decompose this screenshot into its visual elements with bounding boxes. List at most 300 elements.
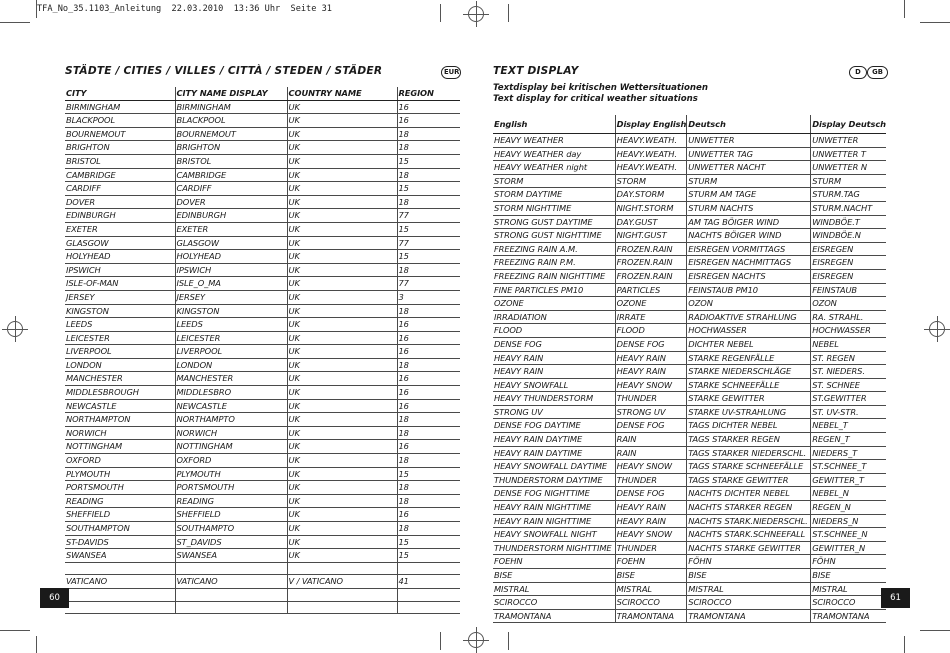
table-cell: LONDON: [175, 358, 287, 372]
table-cell: MANCHESTER: [65, 372, 175, 386]
table-cell: UK: [287, 399, 397, 413]
table-cell: 18: [397, 522, 460, 536]
table-row: [65, 222, 460, 236]
table-row: [493, 161, 886, 175]
table-cell: CAMBRIDGE: [175, 168, 287, 182]
table-cell: [65, 562, 175, 575]
table-cell: [287, 588, 397, 601]
table-cell: MISTRAL: [811, 582, 886, 596]
table-cell: HOLYHEAD: [65, 250, 175, 264]
table-row: [65, 601, 460, 614]
table-row: [65, 522, 460, 536]
table-cell: HEAVY SNOW: [615, 378, 687, 392]
table-row: [493, 501, 886, 515]
table-cell: UK: [287, 481, 397, 495]
table-cell: UK: [287, 331, 397, 345]
table-cell: STRONG GUST NIGHTTIME: [493, 229, 615, 243]
table-cell: FROZEN.RAIN: [615, 269, 687, 283]
table-cell: LEICESTER: [65, 331, 175, 345]
table-cell: FOEHN: [615, 555, 687, 569]
table-cell: LEICESTER: [175, 331, 287, 345]
table-cell: 18: [397, 195, 460, 209]
table-cell: [287, 562, 397, 575]
table-row: [493, 201, 886, 215]
left-page-title: STÄDTE / CITIES / VILLES / CITTÀ / STEDEN / STÄDER: [65, 65, 383, 77]
table-cell: 15: [397, 549, 460, 563]
table-cell: VATICANO: [65, 575, 175, 589]
table-row: [65, 304, 460, 318]
table-cell: [175, 601, 287, 614]
table-cell: RADIOAKTIVE STRAHLUNG: [687, 310, 811, 324]
table-row: [65, 290, 460, 304]
table-cell: THUNDERSTORM DAYTIME: [493, 473, 615, 487]
table-cell: SCIROCCO: [615, 596, 687, 610]
table-cell: 15: [397, 154, 460, 168]
table-cell: MISTRAL: [493, 582, 615, 596]
table-row: [65, 386, 460, 400]
table-cell: ST.SCHNEE_N: [811, 528, 886, 542]
table-row: [493, 446, 886, 460]
table-cell: STRONG UV: [615, 405, 687, 419]
table-cell: HEAVY RAIN DAYTIME: [493, 433, 615, 447]
table-cell: PORTSMOUTH: [175, 481, 287, 495]
table-cell: ISLE-OF-MAN: [65, 277, 175, 291]
table-cell: STARKE NIEDERSCHLÄGE: [687, 365, 811, 379]
table-row: [65, 182, 460, 196]
table-cell: STURM.TAG: [811, 188, 886, 202]
table-cell: [175, 562, 287, 575]
table-cell: ST. REGEN: [811, 351, 886, 365]
table-row: [65, 100, 460, 114]
table-cell: EXETER: [65, 222, 175, 236]
table-cell: UNWETTER: [811, 134, 886, 148]
table-cell: NACHTS BÖIGER WIND: [687, 229, 811, 243]
print-header-slug: TFA_No_35.1103_Anleitung 22.03.2010 13:36 Uhr Seite 31: [37, 4, 332, 14]
table-cell: UNWETTER TAG: [687, 147, 811, 161]
table-cell: 15: [397, 250, 460, 264]
table-cell: [175, 588, 287, 601]
table-cell: LONDON: [65, 358, 175, 372]
table-cell: BLACKPOOL: [175, 114, 287, 128]
table-row: [493, 324, 886, 338]
table-cell: 18: [397, 454, 460, 468]
table-cell: LIVERPOOL: [175, 345, 287, 359]
table-cell: FINE PARTICLES PM10: [493, 283, 615, 297]
table-cell: STRONG UV: [493, 405, 615, 419]
table-row: [65, 467, 460, 481]
table-row: [493, 256, 886, 270]
table-row: [65, 588, 460, 601]
table-cell: NIGHT.GUST: [615, 229, 687, 243]
table-cell: UK: [287, 222, 397, 236]
table-cell: EXETER: [175, 222, 287, 236]
table-cell: ST. SCHNEE: [811, 378, 886, 392]
table-cell: LEEDS: [65, 318, 175, 332]
table-row: [65, 358, 460, 372]
table-cell: UNWETTER T: [811, 147, 886, 161]
table-cell: DENSE FOG: [615, 419, 687, 433]
table-cell: [65, 601, 175, 614]
table-cell: DOVER: [65, 195, 175, 209]
table-cell: STARKE UV-STRAHLUNG: [687, 405, 811, 419]
table-cell: FREEZING RAIN P.M.: [493, 256, 615, 270]
table-cell: UK: [287, 141, 397, 155]
table-cell: 18: [397, 358, 460, 372]
table-cell: 77: [397, 277, 460, 291]
table-cell: EISREGEN: [811, 242, 886, 256]
table-cell: UK: [287, 195, 397, 209]
table-row: [65, 372, 460, 386]
table-cell: TAGS STARKE GEWITTER: [687, 473, 811, 487]
language-badge-gb: GB: [867, 66, 888, 79]
table-cell: UK: [287, 318, 397, 332]
table-cell: UK: [287, 372, 397, 386]
table-cell: UK: [287, 304, 397, 318]
table-cell: TRAMONTANA: [493, 609, 615, 623]
table-cell: TAGS STARKER NIEDERSCHL.: [687, 446, 811, 460]
table-cell: SCIROCCO: [687, 596, 811, 610]
table-row: [493, 487, 886, 501]
table-cell: TAGS STARKE SCHNEEFÄLLE: [687, 460, 811, 474]
table-cell: UK: [287, 345, 397, 359]
crop-mark: [440, 632, 441, 650]
table-cell: UK: [287, 549, 397, 563]
table-header-row: [65, 87, 460, 100]
table-row: [493, 310, 886, 324]
table-row: [65, 562, 460, 575]
column-header: REGION: [397, 87, 460, 100]
table-cell: UK: [287, 508, 397, 522]
table-cell: NEBEL: [811, 337, 886, 351]
table-cell: SCIROCCO: [811, 596, 886, 610]
table-cell: NIEDERS_T: [811, 446, 886, 460]
registration-mark-icon: [929, 321, 945, 337]
table-cell: EISREGEN NACHMITTAGS: [687, 256, 811, 270]
table-row: [493, 297, 886, 311]
table-cell: UK: [287, 290, 397, 304]
table-cell: NACHTS STARK.SCHNEEFALL: [687, 528, 811, 542]
registration-mark-icon: [468, 6, 484, 22]
table-cell: 15: [397, 535, 460, 549]
table-cell: UK: [287, 100, 397, 114]
table-cell: SWANSEA: [175, 549, 287, 563]
table-cell: HOCHWASSER: [687, 324, 811, 338]
table-cell: NEBEL_N: [811, 487, 886, 501]
table-cell: OXFORD: [175, 454, 287, 468]
table-cell: ST_DAVIDS: [175, 535, 287, 549]
table-cell: LIVERPOOL: [65, 345, 175, 359]
table-cell: 16: [397, 508, 460, 522]
table-cell: TAGS DICHTER NEBEL: [687, 419, 811, 433]
city-table: [65, 87, 460, 614]
table-row: [65, 494, 460, 508]
table-cell: DENSE FOG: [615, 337, 687, 351]
table-cell: SOUTHAMPTO: [175, 522, 287, 536]
table-cell: UK: [287, 386, 397, 400]
table-cell: MISTRAL: [615, 582, 687, 596]
table-cell: 15: [397, 182, 460, 196]
table-cell: MANCHESTER: [175, 372, 287, 386]
table-row: [65, 318, 460, 332]
table-row: [65, 263, 460, 277]
table-cell: STARKE SCHNEEFÄLLE: [687, 378, 811, 392]
table-row: [493, 609, 886, 623]
column-header: English: [493, 115, 615, 134]
table-cell: [287, 601, 397, 614]
table-cell: THUNDER: [615, 392, 687, 406]
table-row: [493, 419, 886, 433]
table-row: [65, 399, 460, 413]
table-cell: IRRADIATION: [493, 310, 615, 324]
table-cell: DICHTER NEBEL: [687, 337, 811, 351]
table-cell: HEAVY.WEATH.: [615, 161, 687, 175]
table-cell: UK: [287, 535, 397, 549]
table-cell: KINGSTON: [65, 304, 175, 318]
table-cell: BRISTOL: [65, 154, 175, 168]
table-row: [493, 405, 886, 419]
registration-mark-icon: [468, 632, 484, 648]
table-cell: OXFORD: [65, 454, 175, 468]
table-cell: RAIN: [615, 446, 687, 460]
table-cell: KINGSTON: [175, 304, 287, 318]
table-cell: NORWICH: [175, 426, 287, 440]
right-page-title: TEXT DISPLAY: [493, 65, 579, 77]
table-cell: REGEN_N: [811, 501, 886, 515]
table-cell: DOVER: [175, 195, 287, 209]
table-cell: FÖHN: [811, 555, 886, 569]
table-cell: THUNDERSTORM NIGHTTIME: [493, 541, 615, 555]
table-cell: UK: [287, 114, 397, 128]
crop-mark: [904, 0, 905, 18]
table-cell: UK: [287, 413, 397, 427]
table-cell: UK: [287, 236, 397, 250]
table-cell: NORTHAMPTO: [175, 413, 287, 427]
table-row: [493, 283, 886, 297]
table-cell: BRISTOL: [175, 154, 287, 168]
crop-mark: [0, 630, 30, 631]
table-cell: RAIN: [615, 433, 687, 447]
table-row: [493, 473, 886, 487]
table-cell: BISE: [615, 569, 687, 583]
table-cell: NIEDERS_N: [811, 514, 886, 528]
table-cell: UK: [287, 168, 397, 182]
column-header: Display English: [615, 115, 687, 134]
text-display-table: [493, 115, 886, 623]
table-cell: IPSWICH: [175, 263, 287, 277]
table-cell: FEINSTAUB: [811, 283, 886, 297]
table-cell: VATICANO: [175, 575, 287, 589]
table-cell: OZON: [811, 297, 886, 311]
table-cell: READING: [175, 494, 287, 508]
table-cell: 16: [397, 318, 460, 332]
table-cell: BLACKPOOL: [65, 114, 175, 128]
table-cell: NACHTS STARKER REGEN: [687, 501, 811, 515]
table-row: [493, 134, 886, 148]
table-row: [65, 277, 460, 291]
subtitle-english: Text display for critical weather situations: [493, 94, 698, 104]
page-number: 60: [40, 588, 69, 608]
table-cell: BISE: [493, 569, 615, 583]
table-cell: HEAVY RAIN NIGHTTIME: [493, 514, 615, 528]
table-cell: UK: [287, 250, 397, 264]
table-cell: IRRATE: [615, 310, 687, 324]
table-cell: DENSE FOG NIGHTTIME: [493, 487, 615, 501]
crop-mark: [36, 636, 37, 653]
table-row: [65, 481, 460, 495]
table-cell: DENSE FOG DAYTIME: [493, 419, 615, 433]
table-cell: MIDDLESBRO: [175, 386, 287, 400]
table-cell: FÖHN: [687, 555, 811, 569]
table-cell: WINDBÖE.T: [811, 215, 886, 229]
table-cell: BRIGHTON: [175, 141, 287, 155]
table-row: [65, 168, 460, 182]
table-cell: NACHTS DICHTER NEBEL: [687, 487, 811, 501]
table-row: [493, 582, 886, 596]
table-cell: DENSE FOG: [493, 337, 615, 351]
table-cell: 18: [397, 494, 460, 508]
table-cell: 18: [397, 168, 460, 182]
crop-mark: [920, 630, 950, 631]
table-row: [493, 514, 886, 528]
table-cell: 16: [397, 100, 460, 114]
table-cell: ISLE_O_MA: [175, 277, 287, 291]
table-row: [65, 413, 460, 427]
table-cell: HEAVY WEATHER day: [493, 147, 615, 161]
table-cell: HEAVY RAIN: [615, 501, 687, 515]
table-row: [65, 154, 460, 168]
table-cell: UK: [287, 494, 397, 508]
table-row: [493, 147, 886, 161]
table-cell: STARKE REGENFÄLLE: [687, 351, 811, 365]
table-row: [493, 188, 886, 202]
table-cell: CARDIFF: [175, 182, 287, 196]
table-cell: IPSWICH: [65, 263, 175, 277]
table-cell: CAMBRIDGE: [65, 168, 175, 182]
table-cell: 16: [397, 440, 460, 454]
table-cell: HEAVY RAIN DAYTIME: [493, 446, 615, 460]
table-cell: HEAVY SNOWFALL DAYTIME: [493, 460, 615, 474]
table-cell: GEWITTER_T: [811, 473, 886, 487]
table-cell: READING: [65, 494, 175, 508]
table-cell: EDINBURGH: [65, 209, 175, 223]
table-cell: BIRMINGHAM: [65, 100, 175, 114]
table-row: [493, 541, 886, 555]
table-row: [65, 508, 460, 522]
table-cell: 16: [397, 386, 460, 400]
table-cell: SCIROCCO: [493, 596, 615, 610]
table-row: [493, 365, 886, 379]
table-cell: 77: [397, 209, 460, 223]
table-cell: [397, 588, 460, 601]
table-cell: FEINSTAUB PM10: [687, 283, 811, 297]
table-row: [493, 596, 886, 610]
table-cell: BIRMINGHAM: [175, 100, 287, 114]
table-cell: RA. STRAHL.: [811, 310, 886, 324]
table-row: [493, 351, 886, 365]
table-cell: 16: [397, 372, 460, 386]
table-row: [65, 426, 460, 440]
table-cell: TRAMONTANA: [811, 609, 886, 623]
table-cell: SHEFFIELD: [65, 508, 175, 522]
table-cell: FROZEN.RAIN: [615, 242, 687, 256]
table-row: [65, 535, 460, 549]
table-cell: 15: [397, 467, 460, 481]
table-cell: STURM.NACHT: [811, 201, 886, 215]
table-cell: UK: [287, 522, 397, 536]
column-header: CITY NAME DISPLAY: [175, 87, 287, 100]
table-cell: STURM NACHTS: [687, 201, 811, 215]
table-cell: DENSE FOG: [615, 487, 687, 501]
table-cell: BISE: [811, 569, 886, 583]
table-row: [493, 460, 886, 474]
table-cell: NIGHT.STORM: [615, 201, 687, 215]
table-cell: HEAVY.WEATH.: [615, 147, 687, 161]
crop-mark: [508, 4, 509, 22]
table-cell: FLOOD: [493, 324, 615, 338]
table-row: [493, 569, 886, 583]
table-cell: ST. NIEDERS.: [811, 365, 886, 379]
table-cell: JERSEY: [175, 290, 287, 304]
table-cell: HEAVY RAIN: [615, 365, 687, 379]
table-row: [493, 174, 886, 188]
table-cell: DAY.STORM: [615, 188, 687, 202]
table-cell: 18: [397, 263, 460, 277]
table-cell: HEAVY RAIN: [615, 351, 687, 365]
table-cell: EISREGEN NACHTS: [687, 269, 811, 283]
table-row: [65, 440, 460, 454]
registration-mark-icon: [7, 321, 23, 337]
table-row: [65, 127, 460, 141]
table-cell: FLOOD: [615, 324, 687, 338]
table-cell: 18: [397, 141, 460, 155]
table-cell: BISE: [687, 569, 811, 583]
table-cell: 16: [397, 345, 460, 359]
table-row: [65, 141, 460, 155]
table-cell: BRIGHTON: [65, 141, 175, 155]
table-cell: STORM: [493, 174, 615, 188]
table-cell: PLYMOUTH: [65, 467, 175, 481]
table-row: [493, 229, 886, 243]
table-cell: REGEN_T: [811, 433, 886, 447]
table-header-row: [493, 115, 886, 134]
table-cell: HEAVY RAIN NIGHTTIME: [493, 501, 615, 515]
table-row: [65, 250, 460, 264]
table-cell: FREEZING RAIN NIGHTTIME: [493, 269, 615, 283]
table-cell: UK: [287, 154, 397, 168]
table-cell: PARTICLES: [615, 283, 687, 297]
table-row: [493, 528, 886, 542]
table-cell: 18: [397, 481, 460, 495]
table-cell: GEWITTER_N: [811, 541, 886, 555]
table-cell: EISREGEN: [811, 269, 886, 283]
table-cell: PORTSMOUTH: [65, 481, 175, 495]
table-cell: ST-DAVIDS: [65, 535, 175, 549]
table-cell: UK: [287, 263, 397, 277]
table-cell: HEAVY SNOWFALL: [493, 378, 615, 392]
table-cell: HEAVY WEATHER: [493, 134, 615, 148]
table-cell: STURM AM TAGE: [687, 188, 811, 202]
column-header: COUNTRY NAME: [287, 87, 397, 100]
table-cell: JERSEY: [65, 290, 175, 304]
table-cell: GLASGOW: [175, 236, 287, 250]
page-number: 61: [881, 588, 910, 608]
table-row: [493, 392, 886, 406]
language-badge-de: D: [849, 66, 867, 79]
region-badge: EUR: [441, 66, 461, 79]
table-cell: HEAVY SNOWFALL NIGHT: [493, 528, 615, 542]
table-cell: SHEFFIELD: [175, 508, 287, 522]
table-cell: TRAMONTANA: [615, 609, 687, 623]
